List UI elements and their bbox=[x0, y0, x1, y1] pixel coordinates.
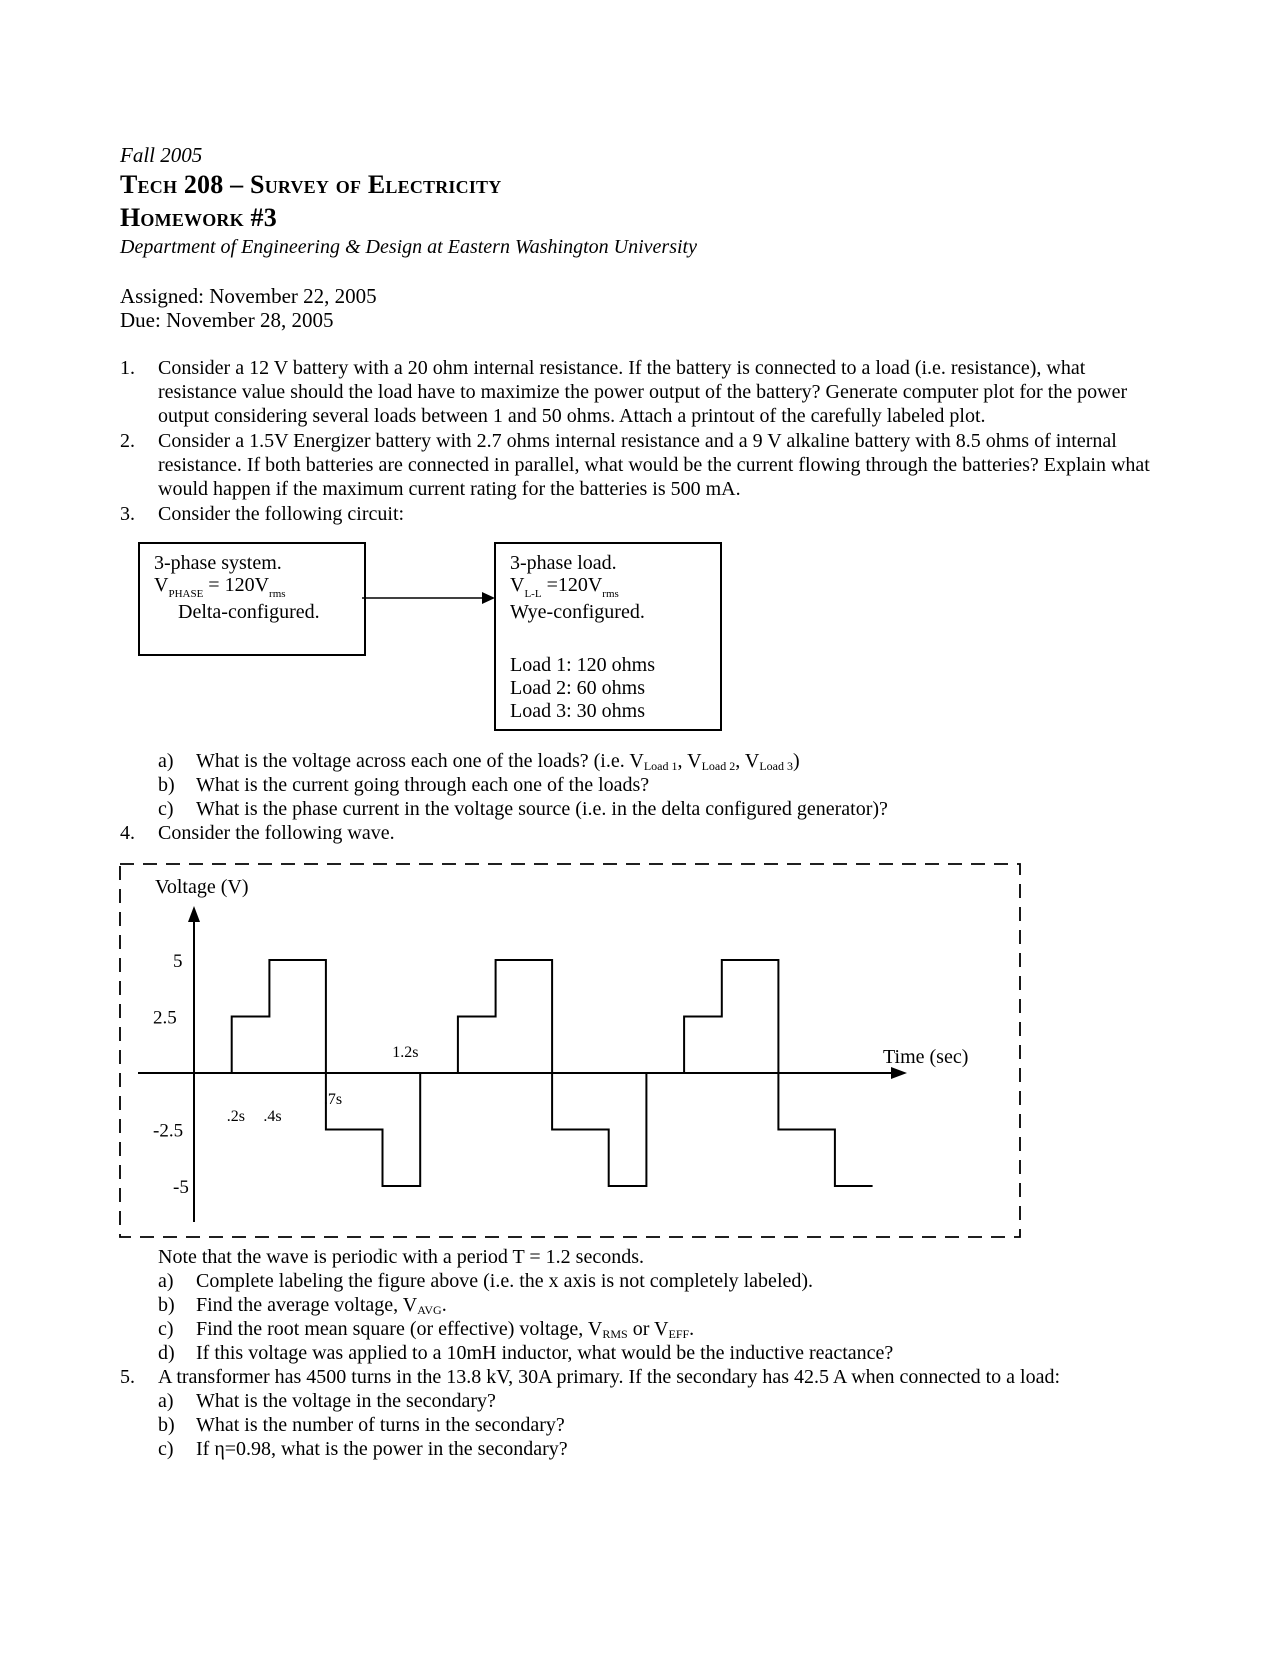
x-tick-label: 1.2s bbox=[392, 1044, 419, 1061]
x-tick-label: .2s bbox=[226, 1108, 245, 1125]
v-symbol: V bbox=[587, 1318, 603, 1340]
voltage-value: =120V bbox=[541, 574, 603, 596]
voltage-symbol: V bbox=[154, 574, 169, 596]
part-text-end: ) bbox=[792, 750, 800, 772]
source-line-3: Delta-configured. bbox=[178, 601, 320, 623]
v-subscript: AVG bbox=[417, 1303, 442, 1317]
question-text: Consider a 1.5V Energizer battery with 2.7 ohms internal resistance and a 9 V alkaline battery with 8.5 ohms of internal resistance. If both batteries are connected in parallel, what would be the current flowing through the batteries? Explain what would happen if the maximum current rating for the batteries is 500 mA. bbox=[158, 430, 1150, 500]
x-tick-label: .4s bbox=[263, 1108, 282, 1125]
question-text: Consider a 12 V battery with a 20 ohm internal resistance. If the battery is connected to a load (i.e. resistance), what resistance value should the load have to maximize the power output of the battery? Generate computer plot for the power output considering several loads between 1 and 50 ohms. Attach a printout of the carefully labeled plot. bbox=[158, 357, 1128, 427]
x-tick-label: .7s bbox=[323, 1091, 343, 1108]
part-text-main: Find the root mean square (or effective) voltage, bbox=[196, 1318, 588, 1340]
semester: Fall 2005 bbox=[120, 143, 203, 167]
department: Department of Engineering & Design at Eastern Washington University bbox=[120, 236, 697, 258]
question-number: 1. bbox=[120, 357, 135, 379]
part-label: c) bbox=[158, 798, 174, 820]
part-label: a) bbox=[158, 750, 174, 772]
y-tick-label: 5 bbox=[173, 951, 183, 972]
question-number: 5. bbox=[120, 1366, 135, 1388]
v-symbol: V bbox=[402, 1294, 418, 1316]
question-5 bbox=[120, 1365, 1240, 1389]
v-symbol: V bbox=[687, 750, 702, 772]
question-text: Consider the following circuit: bbox=[158, 503, 405, 525]
y-tick-label: -5 bbox=[173, 1177, 189, 1198]
separator: , bbox=[677, 750, 688, 772]
voltage-unit-subscript: rms bbox=[269, 588, 286, 600]
part-text-mid: or bbox=[627, 1318, 655, 1340]
part-text-end: . bbox=[441, 1294, 447, 1316]
voltage-subscript: PHASE bbox=[168, 588, 204, 600]
voltage-unit-subscript: rms bbox=[602, 588, 619, 600]
question-number: 2. bbox=[120, 430, 135, 452]
part-text: If η=0.98, what is the power in the secondary? bbox=[196, 1438, 568, 1460]
x-tick-labels bbox=[227, 1044, 419, 1125]
v-subscript: Load 2 bbox=[701, 759, 736, 773]
question-number: 3. bbox=[120, 503, 135, 525]
question-text: Consider the following wave. bbox=[158, 822, 395, 844]
part-text: What is the current going through each one of the loads? bbox=[196, 774, 650, 796]
due-date: Due: November 28, 2005 bbox=[120, 308, 334, 332]
question-text: A transformer has 4500 turns in the 13.8 kV, 30A primary. If the secondary has 42.5 A when connected to a load: bbox=[158, 1366, 1061, 1388]
separator: , bbox=[735, 750, 745, 772]
voltage-subscript: L-L bbox=[524, 588, 542, 600]
load-line-1: 3-phase load. bbox=[510, 552, 617, 574]
x-axis-arrow bbox=[891, 1067, 907, 1079]
part-label: b) bbox=[158, 1294, 175, 1316]
y-tick-labels bbox=[153, 951, 189, 1198]
homework-title: Homework #3 bbox=[120, 203, 277, 232]
v-subscript: EFF bbox=[668, 1327, 690, 1341]
voltage-value: = 120V bbox=[203, 574, 270, 596]
part-text-main: Find the average voltage, bbox=[196, 1294, 403, 1316]
part-label: b) bbox=[158, 774, 175, 796]
part-text: What is the voltage in the secondary? bbox=[196, 1390, 496, 1412]
part-text-main: What is the voltage across each one of the loads? (i.e. bbox=[196, 750, 630, 772]
part-text: What is the phase current in the voltage source (i.e. in the delta configured generator)? bbox=[196, 798, 888, 820]
question-number: 4. bbox=[120, 822, 135, 844]
part-label: b) bbox=[158, 1414, 175, 1436]
load-3: Load 3: 30 ohms bbox=[510, 700, 645, 722]
y-axis-label: Voltage (V) bbox=[155, 876, 249, 898]
x-axis-label: Time (sec) bbox=[883, 1046, 969, 1068]
v-subscript: Load 3 bbox=[759, 759, 793, 773]
source-line-1: 3-phase system. bbox=[154, 552, 282, 574]
part-text: Complete labeling the figure above (i.e. the x axis is not completely labeled). bbox=[196, 1270, 814, 1292]
y-tick-label: -2.5 bbox=[153, 1120, 184, 1142]
part-label: d) bbox=[158, 1342, 175, 1364]
part-label: c) bbox=[158, 1438, 174, 1460]
voltage-symbol: V bbox=[510, 574, 525, 596]
part-text-end: . bbox=[689, 1318, 695, 1340]
note-text: Note that the wave is periodic with a period T = 1.2 seconds. bbox=[158, 1246, 644, 1268]
part-label: a) bbox=[158, 1270, 174, 1292]
v-subscript: RMS bbox=[602, 1327, 628, 1341]
y-tick-label: 2.5 bbox=[153, 1007, 177, 1029]
load-2: Load 2: 60 ohms bbox=[510, 677, 645, 699]
y-axis-arrow bbox=[188, 906, 200, 922]
course-title: Tech 208 – Survey of Electricity bbox=[120, 170, 502, 199]
part-text: If this voltage was applied to a 10mH inductor, what would be the inductive reactance? bbox=[196, 1342, 894, 1364]
v-symbol: V bbox=[744, 750, 760, 772]
v-symbol: V bbox=[654, 1318, 669, 1340]
part-label: c) bbox=[158, 1318, 174, 1340]
part-text: What is the number of turns in the secondary? bbox=[196, 1414, 565, 1436]
v-subscript: Load 1 bbox=[643, 759, 678, 773]
v-symbol: V bbox=[629, 750, 644, 772]
load-1: Load 1: 120 ohms bbox=[510, 654, 655, 676]
load-line-3: Wye-configured. bbox=[510, 601, 645, 623]
assigned-date: Assigned: November 22, 2005 bbox=[120, 284, 377, 308]
part-label: a) bbox=[158, 1390, 174, 1412]
